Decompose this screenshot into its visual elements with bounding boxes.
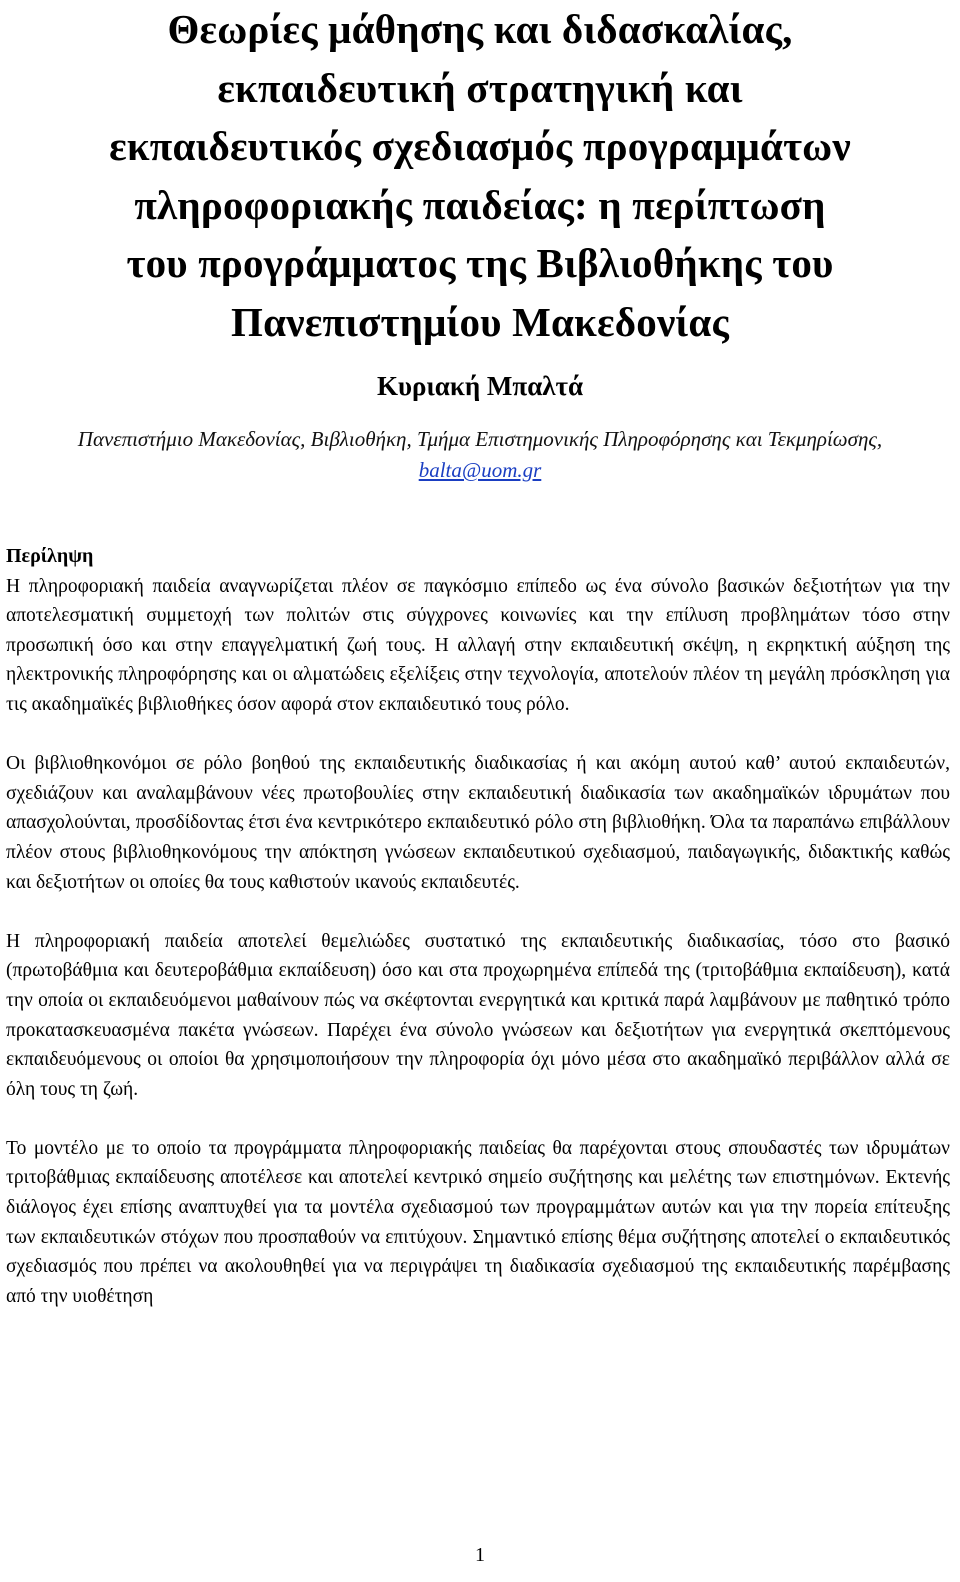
title-line: του προγράμματος της Βιβλιοθήκης του [126, 240, 834, 286]
page-number: 1 [475, 1544, 485, 1566]
title-line: εκπαιδευτική στρατηγική και [217, 64, 743, 111]
abstract-paragraph: Η πληροφοριακή παιδεία αποτελεί θεμελιώδες συστατικό της εκπαιδευτικής διαδικασίας, τόσο στο βασικό (πρωτοβάθμια και δευτεροβάθμια εκπαίδευση) όσο και στα προχωρημένα επίπεδά της (τριτοβάθμια εκπαίδευση), κατά την οποία οι εκπαιδευόμενοι μαθαίνουν πώς να σκέφτονται ενεργητικά και κριτικά παρά λαμβάνουν με παθητικό τρόπο προκατασκευασμένα πακέτα γνώσεων. Παρέχει ένα σύνολο γνώσεων και δεξιοτήτων για ενεργητικά σκεπτόμενους εκπαιδευόμενους οι οποίοι θα χρησιμοποιήσουν την πληροφορία όχι μόνο μέσα στο ακαδημαϊκό περιβάλλον αλλά σε όλη τους τη ζωή. [6, 930, 950, 1100]
abstract-section [6, 542, 950, 1311]
title-line: πληροφοριακής παιδείας: η περίπτωση [134, 181, 826, 228]
author-email-link[interactable]: balta@uom.gr [418, 458, 542, 482]
paper-title [0, 0, 960, 351]
affiliation-text: Πανεπιστήμιο Μακεδονίας, Βιβλιοθήκη, Τμήμα Επιστημονικής Πληροφόρησης και Τεκμηρίωσης, [77, 427, 883, 451]
author-affiliation [30, 424, 930, 486]
abstract-paragraph: Η πληροφοριακή παιδεία αναγνωρίζεται πλέον σε παγκόσμιο επίπεδο ως ένα σύνολο βασικών δεξιοτήτων για την αποτελεσματική συμμετοχή των πολιτών στις σύγχρονες κοινωνίες και την επίλυση προβλημάτων τόσο στην προσωπική όσο και στην επαγγελματική ζωή τους. Η αλλαγή στην εκπαιδευτική σκέψη, η εκρηκτική αύξηση της ηλεκτρονικής πληροφόρησης και οι αλματώδεις εξελίξεις στην τεχνολογία, αποτελούν πλέον τη μεγάλη πρόσκληση για τις ακαδημαϊκές βιβλιοθήκες όσον αφορά στον εκπαιδευτικό τους ρόλο. [6, 575, 950, 715]
abstract-paragraph: Οι βιβλιοθηκονόμοι σε ρόλο βοηθού της εκπαιδευτικής διαδικασίας ή και ακόμη αυτού καθ’ αυτού εκπαιδευτών, σχεδιάζουν και αναλαμβάνουν νέες πρωτοβουλίες στην εκπαιδευτική διαδικασία των ακαδημαϊκών ιδρυμάτων που απασχολούνται, προσδίδοντας έτσι ένα κεντρικότερο εκπαιδευτικό ρόλο στη βιβλιοθήκη. Όλα τα παραπάνω επιβάλλουν πλέον στους βιβλιοθηκονόμους την απόκτηση γνώσεων εκπαιδευτικού σχεδιασμού, παιδαγωγικής, διδακτικής καθώς και δεξιοτήτων οι οποίες θα τους καθιστούν ικανούς εκπαιδευτές. [6, 753, 950, 893]
title-line: εκπαιδευτικός σχεδιασμός προγραμμάτων [109, 123, 851, 169]
title-line: Πανεπιστημίου Μακεδονίας [231, 298, 729, 345]
title-line: Θεωρίες μάθησης και διδασκαλίας, [167, 6, 793, 52]
author-name: Κυριακή Μπαλτά [376, 371, 584, 401]
abstract-paragraph: Το μοντέλο με το οποίο τα προγράμματα πληροφοριακής παιδείας θα παρέχονται στους σπουδαστές των ιδρυμάτων τριτοβάθμιας εκπαίδευσης αποτέλεσε και αποτελεί κεντρικό σημείο συζήτησης και μελέτης των επιστημόνων. Εκτενής διάλογος έχει επίσης αναπτυχθεί για τα μοντέλα σχεδιασμού των προγραμμάτων αυτών και για την πορεία επίτευξης των εκπαιδευτικών στόχων που προσπαθούν να επιτύχουν. Σημαντικό επίσης θέμα συζήτησης αποτελεί ο εκπαιδευτικός σχεδιασμός που πρέπει να ακολουθηθεί για να περιγράψει τη διαδικασία σχεδιασμού της εκπαιδευτικής παρέμβασης από την υιοθέτηση [6, 1137, 950, 1307]
abstract-heading: Περίληψη [6, 545, 94, 567]
